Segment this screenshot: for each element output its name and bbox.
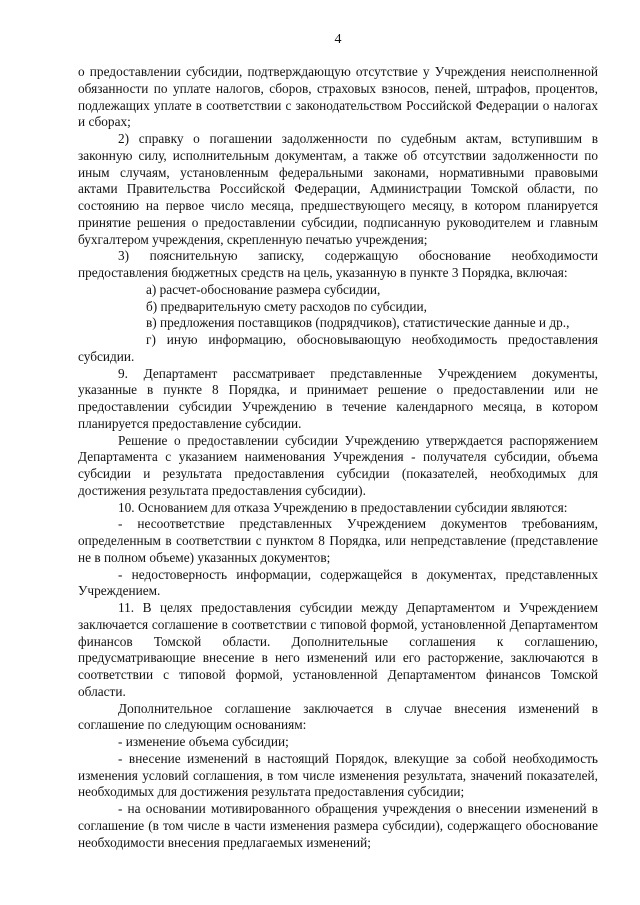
paragraph-decision: Решение о предоставлении субсидии Учреждению утверждается распоряжением Департамента с указанием наименования Учреждения - получателя субсидии, объема субсидии и результата предоставления субсидии (показателей, необходимых для достижения результата предоставления субсидии).	[78, 432, 598, 498]
list-item-v: в) предложения поставщиков (подрядчиков), статистические данные и др.,	[146, 315, 570, 331]
paragraph-9-review: 9. Департамент рассматривает представленные Учреждением документы, указанные в пункте 8 Порядка, и принимает решение о предоставлении или не предоставлении субсидии Учреждению в течение календарного месяца, в котором планируется предоставление субсидии.	[78, 365, 598, 431]
paragraph-item-2-court-debt: 2) справку о погашении задолженности по судебным актам, вступившим в законную силу, исполнительным документам, а также об отсутствии задолженности по иным случаям, установленным федеральными законами, нормативными правовыми актами Правительства Российской Федерации, Администрации Томской области, по состоянию на первое число месяца, предшествующего месяцу, в котором планируется принятие решения о предоставлении субсидии, подписанную руководителем и главным бухгалтером учреждения, скрепленную печатью учреждения;	[78, 131, 598, 247]
paragraph-refusal-mismatch: - несоответствие представленных Учреждением документов требованиям, определенным в соответствии с пунктом 8 Порядка, или непредставление (представление не в полном объеме) указанных документов;	[78, 516, 598, 565]
paragraph-11-agreement: 11. В целях предоставления субсидии между Департаментом и Учреждением заключается соглашение в соответствии с типовой формой, установленной Департаментом финансов Томской области. Дополнительные соглашения к соглашению, предусматривающие внесение в него изменений или его расторжение, заключаются в соответствии с типовой формой, установленной Департаментом финансов Томской области.	[78, 600, 598, 699]
paragraph-motivated-request: - на основании мотивированного обращения учреждения о внесении изменений в соглашение (в том числе в части изменения размера субсидии), содержащего обоснование необходимости внесения предлагаемых изменений;	[78, 801, 598, 850]
paragraph-10-refusal-grounds: 10. Основанием для отказа Учреждению в предоставлении субсидии являются:	[118, 499, 568, 515]
list-item-a: а) расчет-обоснование размера субсидии,	[146, 281, 381, 297]
list-item-g	[78, 332, 598, 366]
paragraph-refusal-unreliable: - недостоверность информации, содержащейся в документах, представленных Учреждением.	[78, 566, 598, 599]
list-item-g-text: г) иную информацию, обосновывающую необходимость предоставления субсидии.	[78, 332, 598, 364]
paragraph-tax-debt-certificate: о предоставлении субсидии, подтверждающую отсутствие у Учреждения неисполненной обязанности по уплате налогов, сборов, страховых взносов, пеней, штрафов, процентов, подлежащих уплате в соответствии с законодательством Российской Федерации о налогах и сборах;	[78, 64, 598, 130]
paragraph-item-3-explanatory-note: 3) пояснительную записку, содержащую обоснование необходимости предоставления бюджетных средств на цель, указанную в пункте 3 Порядка, включая:	[78, 248, 598, 280]
paragraph-additional-agreement: Дополнительное соглашение заключается в случае внесения изменений в соглашение по следующим основаниям:	[78, 700, 598, 733]
page-number: 4	[334, 32, 342, 47]
paragraph-volume-change: - изменение объема субсидии;	[118, 734, 289, 749]
paragraph-order-changes: - внесение изменений в настоящий Порядок, влекущие за собой необходимость изменения условий соглашения, в том числе изменения результата, значений показателей, необходимых для достижения результата предоставления субсидии;	[78, 750, 598, 800]
document-page	[78, 32, 598, 851]
list-item-b: б) предварительную смету расходов по субсидии,	[146, 298, 427, 314]
